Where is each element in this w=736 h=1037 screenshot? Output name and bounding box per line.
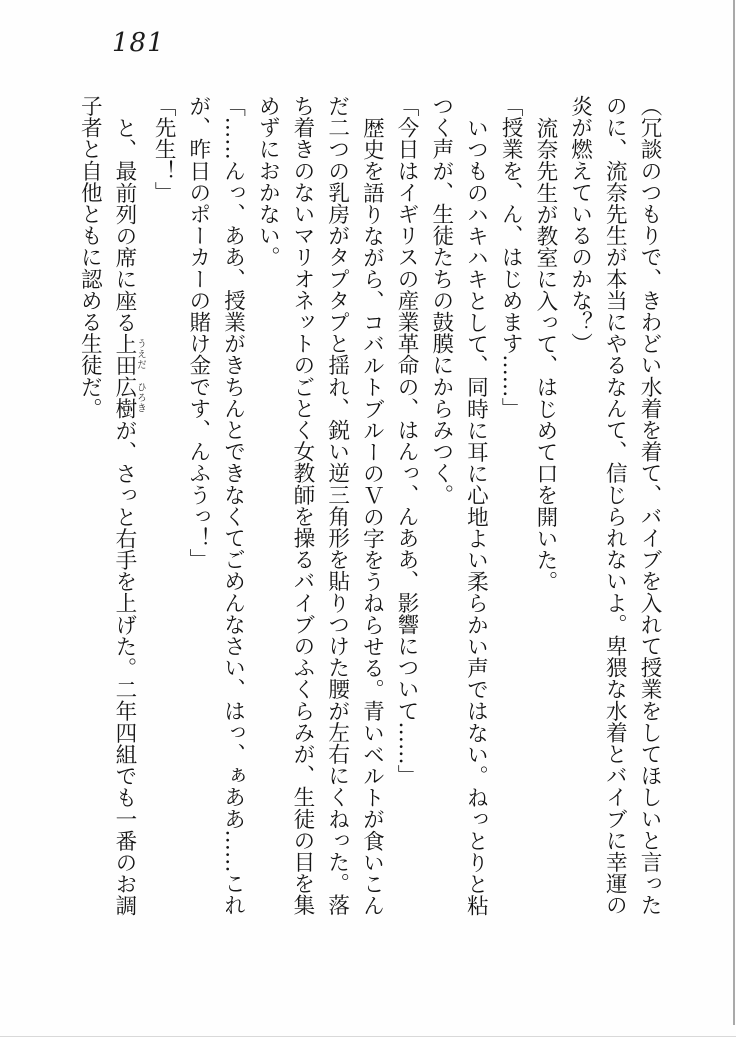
page-number: 181 [112, 28, 165, 58]
text-column: めずにおかない。 [255, 95, 281, 268]
text-column: 流奈先生が教室に入って、はじめて口を開いた。 [532, 116, 558, 592]
text-column: 「……んっ、ああ、授業がきちんとできなくてごめんなさい、はっ、ぁああ……これ [220, 95, 246, 916]
text-column: （冗談のつもりで、きわどい水着を着て、バイブを入れて授業をしてほしいと言った [637, 95, 662, 916]
text-column: と、最前列の席に座る上田うえだ広樹ひろきが、さっと右手を上げた。二年四組でも一番のお調 [111, 116, 146, 916]
page-edge-line [733, 0, 735, 1025]
text-column: いつものハキハキとして、同時に耳に心地よい柔らかい声ではない。ねっとりと粘 [463, 116, 489, 916]
text-column: だ二つの乳房がタプタプと揺れ、鋭い逆三角形を貼りつけた腰が左右にくねった。落 [324, 95, 350, 916]
text-column: 歴史を語りながら、コバルトブルーのＶの字をうねらせる。青いベルトが食いこん [359, 116, 385, 916]
novel-text [72, 95, 666, 917]
text-column: 「授業を、ん、はじめます……」 [498, 95, 524, 419]
furigana-ruby: 上田うえだ [111, 332, 146, 376]
furigana-ruby: 広樹ひろき [111, 375, 146, 419]
text-column: ち着きのないマリオネットのごとく女教師を操るバイブのふくらみが、生徒の目を集 [289, 95, 315, 916]
text-column: のに、流奈先生が本当にやるなんて、信じられないよ。卑猥な水着とバイブに幸運の [602, 95, 628, 916]
text-column: 子者と自他ともに認める生徒だ。 [77, 95, 103, 419]
text-column: 「今日はイギリスの産業革命の、はんっ、んああ、影響について……」 [394, 95, 420, 787]
text-column: 炎が燃えているのかな？） [567, 95, 593, 355]
text-column: つく声が、生徒たちの鼓膜にからみつく。 [428, 95, 454, 506]
text-column: 「先生！」 [151, 95, 177, 203]
text-column: が、昨日のポーカーの賭け金です、んふうっ！」 [185, 95, 211, 571]
